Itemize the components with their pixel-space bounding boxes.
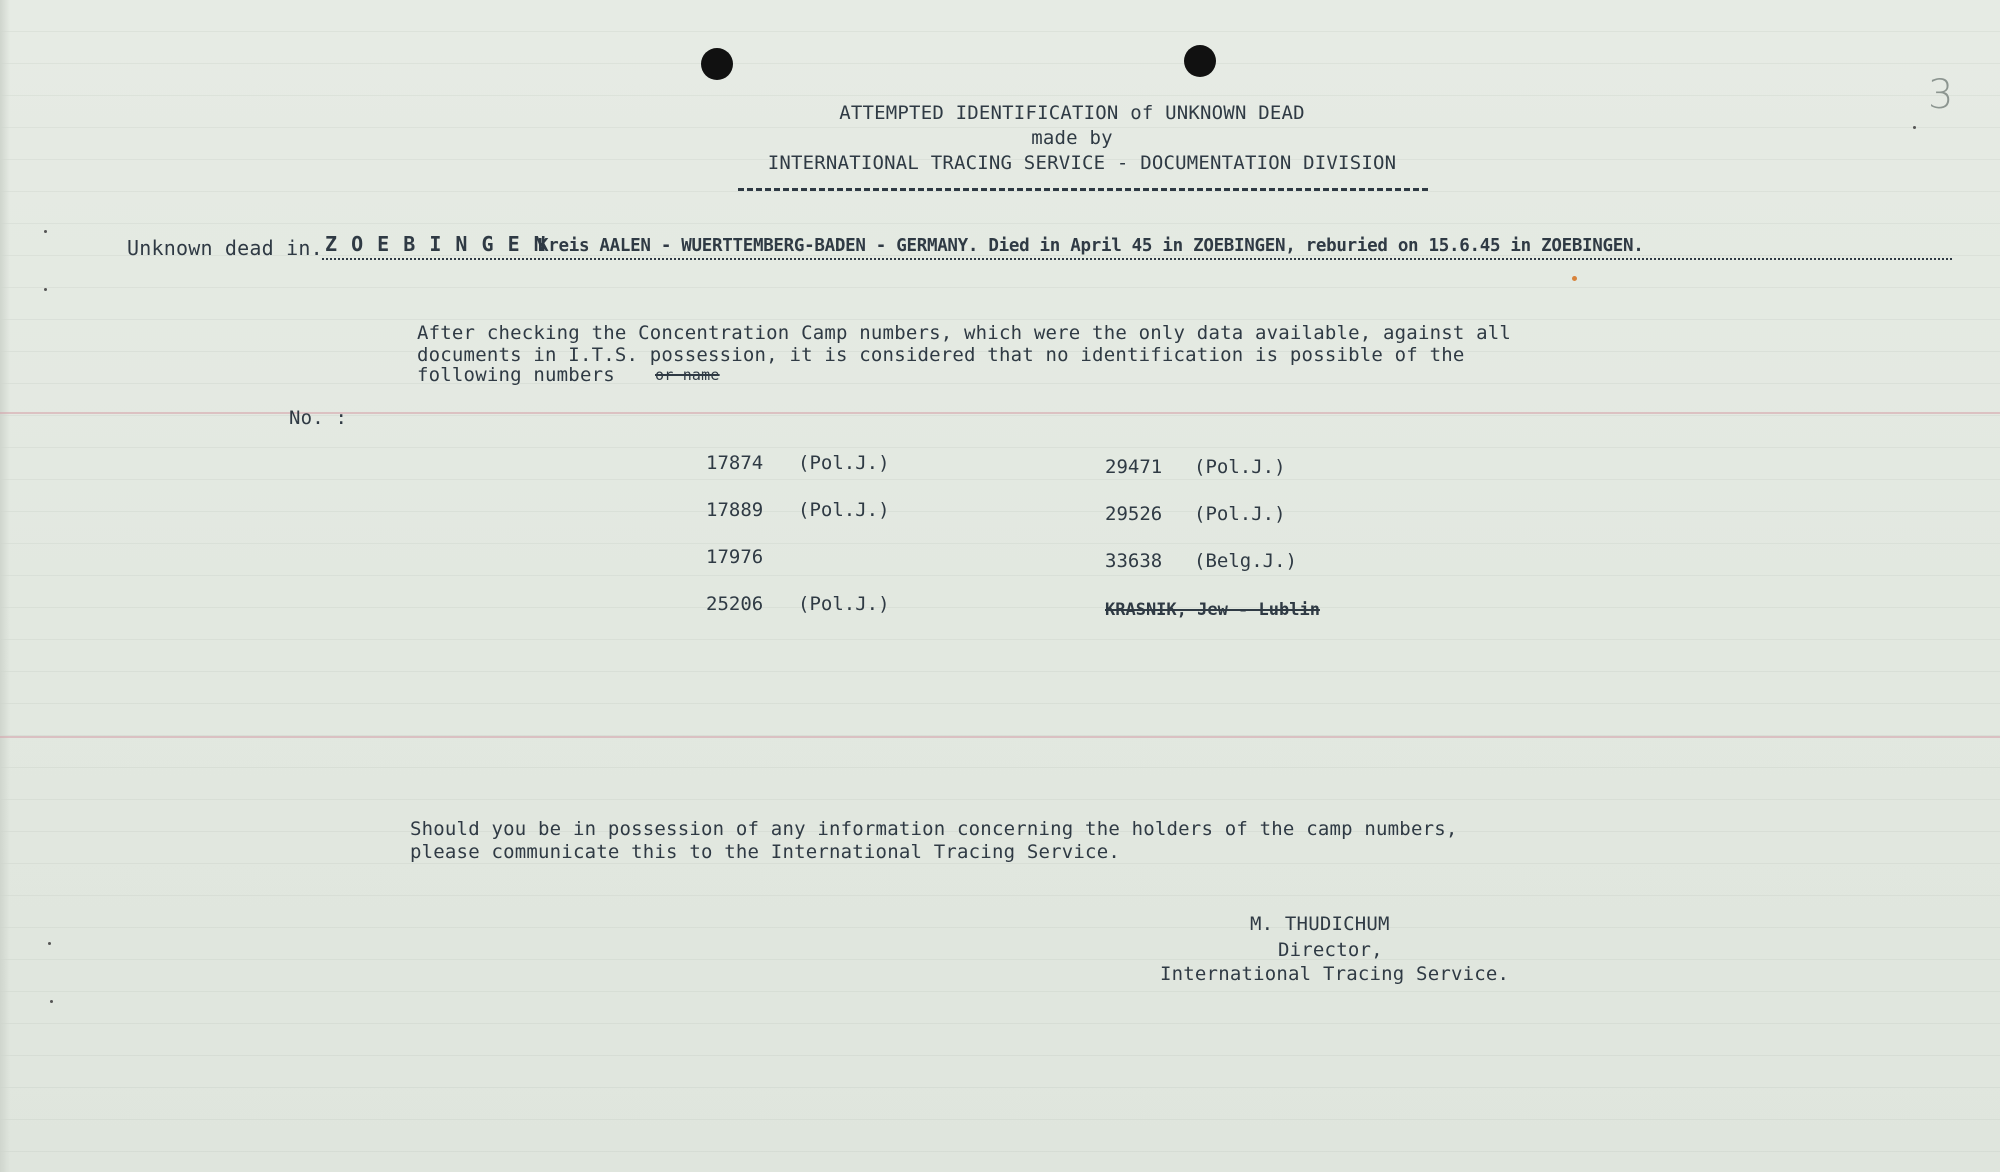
header-organization: INTERNATIONAL TRACING SERVICE - DOCUMENTATION DIVISION (767, 152, 1397, 174)
signature-name: M. THUDICHUM (1250, 913, 1390, 935)
body-line-3: following numbers (417, 364, 615, 386)
camp-number: 29526 (1105, 503, 1163, 525)
header-made-by: made by (1031, 127, 1113, 149)
location-details: Kreis AALEN - WUERTTEMBERG-BADEN - GERMANY. Died in April 45 in ZOEBINGEN, reburied on 15.6.45 in ZOEBINGEN. (538, 236, 1644, 256)
camp-number-note: (Belg.J.) (1194, 550, 1297, 572)
punch-hole-left (701, 48, 733, 80)
signature-title: Director, (1278, 939, 1383, 961)
page-number: 3 (1928, 72, 1954, 118)
camp-number: 25206 (706, 593, 764, 615)
camp-number-note: (Pol.J.) (1194, 456, 1286, 478)
signature-organization: International Tracing Service. (1160, 963, 1510, 985)
header-underline (738, 188, 1428, 191)
camp-number: 17976 (706, 546, 764, 568)
struck-entry: KRASNIK, Jew - Lublin (1105, 600, 1320, 620)
body-line-2: documents in I.T.S. possession, it is considered that no identification is possible of the (417, 344, 1465, 366)
header-title: ATTEMPTED IDENTIFICATION of UNKNOWN DEAD (839, 102, 1305, 124)
paper-speck (48, 942, 51, 945)
paper-speck (50, 1000, 53, 1003)
punch-hole-right (1184, 45, 1216, 77)
camp-number-note: (Pol.J.) (798, 499, 890, 521)
paper-edge (0, 0, 10, 1172)
location-dotted-line (322, 258, 1952, 260)
ruled-line (0, 736, 2000, 738)
paper-speck (1572, 276, 1577, 281)
numbers-label: No. : (289, 407, 348, 429)
body-line-1: After checking the Concentration Camp numbers, which were the only data available, against all (417, 322, 1512, 344)
paper-speck (1913, 126, 1916, 129)
camp-number: 17874 (706, 452, 764, 474)
camp-number: 33638 (1105, 550, 1163, 572)
location-prefix: Unknown dead in. (127, 236, 323, 260)
camp-number-note: (Pol.J.) (798, 452, 890, 474)
paper-speck (44, 288, 47, 291)
camp-number: 29471 (1105, 456, 1163, 478)
camp-number: 17889 (706, 499, 764, 521)
location-place: Z O E B I N G E N (325, 232, 547, 256)
camp-number-note: (Pol.J.) (798, 593, 890, 615)
struck-text: or name (655, 366, 720, 384)
paper-speck (44, 230, 47, 233)
camp-number-note: (Pol.J.) (1194, 503, 1286, 525)
closing-line-1: Should you be in possession of any information concerning the holders of the camp numbers, (410, 818, 1458, 840)
closing-line-2: please communicate this to the International Tracing Service. (410, 841, 1120, 863)
